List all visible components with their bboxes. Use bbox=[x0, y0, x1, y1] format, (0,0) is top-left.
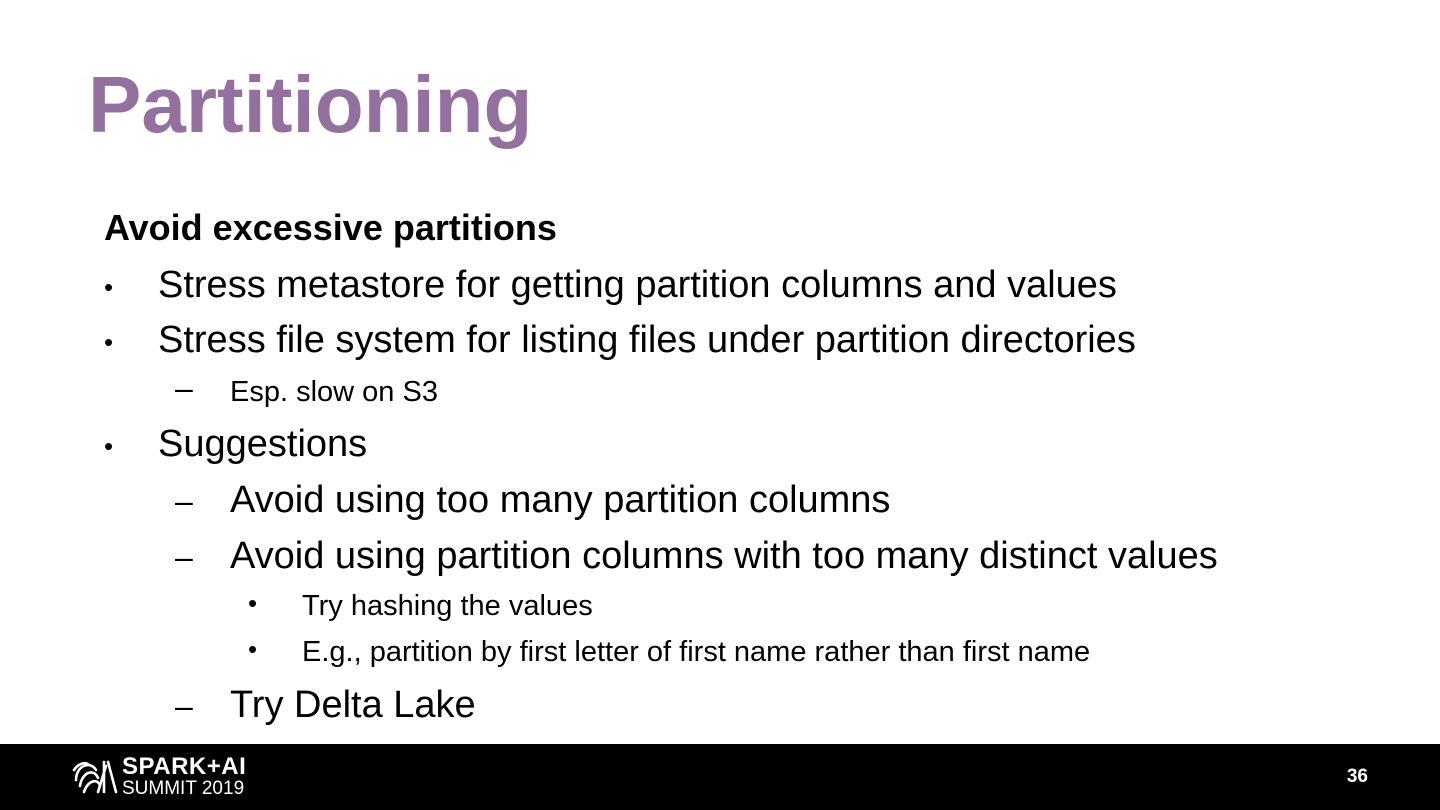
logo-line-2: SUMMIT 2019 bbox=[122, 778, 245, 799]
sub-sub-bullet-text: E.g., partition by first letter of first name rather than first name bbox=[302, 636, 1091, 668]
sub-bullet-text: Esp. slow on S3 bbox=[230, 376, 438, 408]
bullet-marker: • bbox=[104, 272, 114, 302]
sub-bullet-text: Avoid using too many partition columns bbox=[230, 479, 891, 521]
bullet-text: Stress file system for listing files under partition directories bbox=[158, 319, 1136, 361]
bullet-marker: • bbox=[104, 431, 114, 461]
bullet-marker: • bbox=[248, 588, 258, 618]
section-heading: Avoid excessive partitions bbox=[104, 207, 557, 248]
slide-title: Partitioning bbox=[88, 60, 533, 149]
dash-marker: – bbox=[175, 539, 193, 575]
dash-marker: – bbox=[175, 483, 193, 519]
bullet-text: Stress metastore for getting partition columns and values bbox=[158, 264, 1117, 306]
footer-bar bbox=[0, 744, 1440, 810]
bullet-marker: • bbox=[104, 327, 114, 357]
dash-marker: – bbox=[175, 370, 193, 406]
sub-sub-bullet-text: Try hashing the values bbox=[302, 590, 593, 622]
sub-bullet-text: Avoid using partition columns with too many distinct values bbox=[230, 535, 1218, 577]
bullet-text: Suggestions bbox=[158, 423, 368, 465]
spark-ai-summit-logo bbox=[72, 754, 272, 800]
dash-marker: – bbox=[175, 688, 193, 724]
logo-line-1: SPARK+AI bbox=[122, 753, 247, 780]
page-number: 36 bbox=[1346, 766, 1368, 787]
bullet-marker: • bbox=[248, 634, 258, 664]
sub-bullet-text: Try Delta Lake bbox=[230, 684, 476, 726]
spark-logo-icon bbox=[72, 756, 118, 798]
